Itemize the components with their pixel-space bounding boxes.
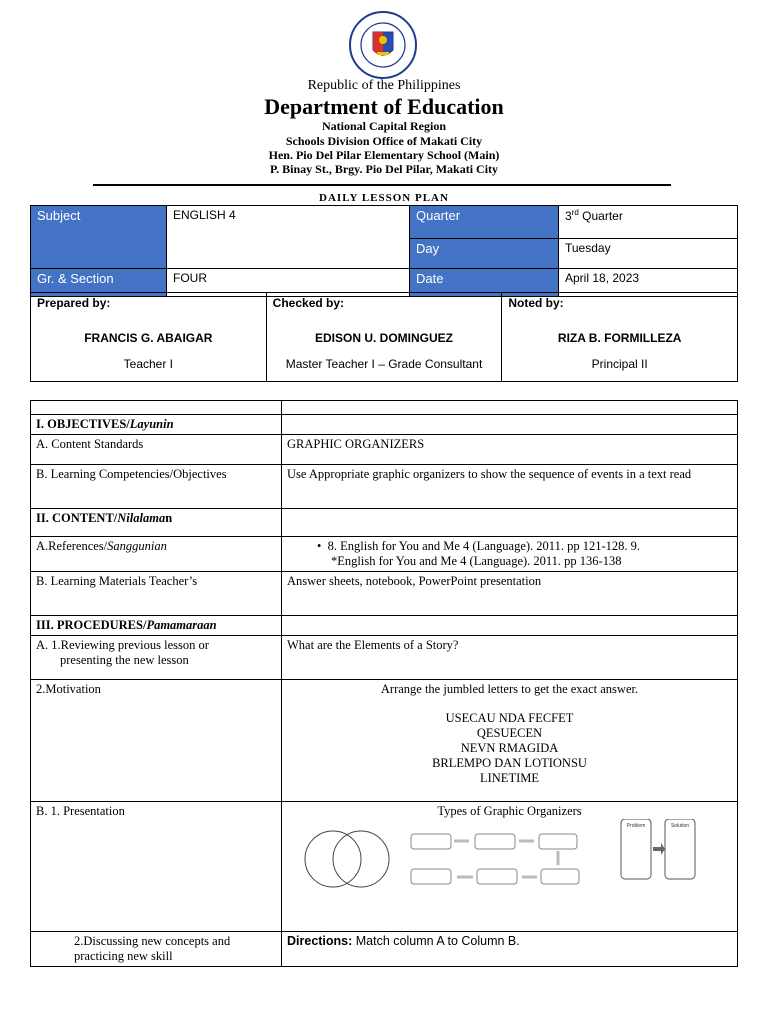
lesson-info-table bbox=[30, 205, 738, 297]
signatory-label: Checked by: bbox=[272, 296, 345, 310]
motivation-label: 2.Motivation bbox=[31, 680, 282, 802]
solution-label: Solution bbox=[670, 823, 690, 829]
signatory-label: Prepared by: bbox=[37, 296, 111, 310]
deped-seal-logo bbox=[340, 10, 426, 80]
presentation-title: Types of Graphic Organizers bbox=[437, 804, 582, 818]
competencies-label: B. Learning Competencies/Objectives bbox=[31, 465, 282, 509]
school-line: Hen. Pio Del Pilar Elementary School (Main) bbox=[268, 148, 500, 162]
problem-solution-icon bbox=[621, 819, 695, 879]
document-title: DAILY LESSON PLAN bbox=[319, 192, 449, 204]
subject-label: Subject bbox=[31, 206, 167, 269]
content-standards-value: GRAPHIC ORGANIZERS bbox=[282, 435, 738, 465]
quarter-value: 3rd Quarter bbox=[559, 206, 738, 239]
jumbled-word: LINETIME bbox=[479, 771, 539, 785]
division-line: Schools Division Office of Makati City bbox=[285, 134, 483, 148]
date-label: Date bbox=[410, 269, 559, 297]
jumbled-word: BRLEMPO DAN LOTIONSU bbox=[432, 756, 587, 770]
lesson-plan-table bbox=[30, 400, 738, 967]
venn-diagram-icon bbox=[305, 831, 389, 887]
address-line: P. Binay St., Brgy. Pio Del Pilar, Makati City bbox=[269, 162, 499, 176]
problem-label: Problem bbox=[626, 823, 646, 829]
signatory-name: FRANCIS G. ABAIGAR bbox=[84, 331, 213, 345]
quarter-label: Quarter bbox=[410, 206, 559, 239]
content-standards-label: A. Content Standards bbox=[31, 435, 282, 465]
graphic-organizers-image bbox=[291, 819, 741, 927]
jumbled-word: NEVN RMAGIDA bbox=[460, 741, 559, 755]
sequence-chart-icon bbox=[411, 834, 579, 884]
presentation-content bbox=[282, 802, 738, 932]
materials-label: B. Learning Materials Teacher’s bbox=[31, 572, 282, 616]
signatory-label: Noted by: bbox=[508, 296, 564, 310]
jumbled-word: QESUECEN bbox=[476, 726, 543, 740]
signatory-name: EDISON U. DOMINGUEZ bbox=[315, 331, 454, 345]
signatory-prepared bbox=[31, 293, 267, 381]
signatory-role: Teacher I bbox=[123, 357, 174, 371]
signatory-role: Master Teacher I – Grade Consultant bbox=[285, 357, 483, 371]
references-value: • 8. English for You and Me 4 (Language). 2011. pp 121-128. 9. *English for You and Me 4 (Language). 2011. pp 136-138 bbox=[282, 537, 738, 572]
directions-text: Directions: Match column A to Column B. bbox=[282, 932, 738, 967]
signatory-noted bbox=[502, 293, 737, 381]
motivation-instruction: Arrange the jumbled letters to get the exact answer. bbox=[380, 682, 639, 696]
jumbled-word: USECAU NDA FECFET bbox=[445, 711, 574, 725]
republic-line: Republic of the Philippines bbox=[307, 78, 461, 93]
motivation-content bbox=[282, 680, 738, 802]
region-line: National Capital Region bbox=[321, 119, 446, 133]
discussing-label: 2.Discussing new concepts and practicing new skill bbox=[31, 932, 282, 967]
signatories-block bbox=[30, 292, 738, 382]
competencies-value: Use Appropriate graphic organizers to show the sequence of events in a text read bbox=[282, 465, 738, 509]
review-label: A. 1.Reviewing previous lesson or presenting the new lesson bbox=[31, 636, 282, 680]
objectives-heading: I. OBJECTIVES/Layunin bbox=[31, 415, 282, 435]
day-value: Tuesday bbox=[559, 238, 738, 268]
department-title: Department of Education bbox=[264, 94, 504, 119]
procedures-heading: III. PROCEDURES/Pamamaraan bbox=[31, 616, 282, 636]
references-label: A.References/Sanggunian bbox=[31, 537, 282, 572]
subject-value: ENGLISH 4 bbox=[167, 206, 410, 269]
day-label: Day bbox=[410, 238, 559, 268]
date-value: April 18, 2023 bbox=[559, 269, 738, 297]
signatory-checked bbox=[267, 293, 503, 381]
section-value: FOUR bbox=[167, 269, 410, 297]
materials-value: Answer sheets, notebook, PowerPoint presentation bbox=[282, 572, 738, 616]
bullet-icon: • bbox=[317, 539, 328, 553]
header-divider bbox=[93, 184, 671, 186]
signatory-role: Principal II bbox=[591, 357, 648, 371]
presentation-label: B. 1. Presentation bbox=[31, 802, 282, 932]
signatory-name: RIZA B. FORMILLEZA bbox=[557, 331, 682, 345]
section-label: Gr. & Section bbox=[31, 269, 167, 297]
content-heading: II. CONTENT/Nilalaman bbox=[31, 509, 282, 537]
review-value: What are the Elements of a Story? bbox=[282, 636, 738, 680]
